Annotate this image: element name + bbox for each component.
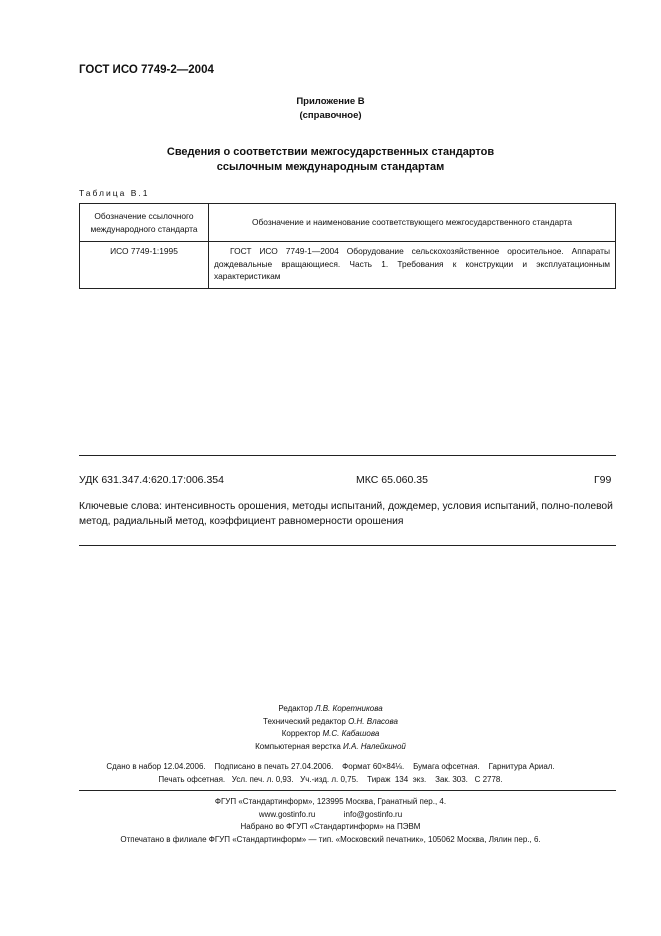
table-cell-national: ГОСТ ИСО 7749-1—2004 Оборудование сельскохозяйственное оросительное. Аппараты дождевальные вращающиеся. Часть 1. Требования к конструкции и эксплуатационным характеристикам	[209, 242, 616, 289]
divider-bottom	[79, 545, 616, 546]
divider-top	[79, 455, 616, 456]
credits	[0, 703, 661, 753]
section-title-line-1: Сведения о соответствии межгосударственных стандартов	[166, 146, 495, 158]
publication-line-1: Сдано в набор 12.04.2006. Подписано в печать 27.04.2006. Формат 60×84⅛. Бумага офсетная. Гарнитура Ариал.	[106, 762, 555, 771]
appendix-label: Приложение В	[296, 96, 365, 107]
printer-info	[0, 796, 661, 846]
group-code: Г99	[594, 474, 612, 486]
credit-editor: Редактор Л.В. Коретникова	[278, 704, 383, 713]
printer-contacts	[0, 809, 661, 822]
printer-email[interactable]: info@gostinfo.ru	[343, 809, 403, 819]
reference-standards-table	[79, 203, 616, 289]
credit-proofreader: Корректор М.С. Кабашова	[281, 729, 380, 738]
appendix-heading	[0, 95, 661, 123]
document-id: ГОСТ ИСО 7749-2—2004	[79, 64, 214, 76]
printer-printed: Отпечатано в филиале ФГУП «Стандартинформ» — тип. «Московский печатник», 105062 Москва, Лялин пер., 6.	[120, 834, 541, 844]
table-row	[80, 242, 616, 289]
printer-address: ФГУП «Стандартинформ», 123995 Москва, Гранатный пер., 4.	[214, 797, 447, 806]
divider-imprint	[79, 790, 616, 791]
table-header-reference: Обозначение ссылочного международного стандарта	[80, 204, 209, 242]
credit-layout: Компьютерная верстка И.А. Налейкиной	[255, 741, 406, 751]
appendix-status: (справочное)	[299, 110, 362, 121]
printer-website[interactable]: www.gostinfo.ru	[258, 809, 316, 819]
mks-code: МКС 65.060.35	[356, 474, 428, 486]
udk-code: УДК 631.347.4:620.17:006.354	[79, 474, 224, 486]
section-title	[0, 145, 661, 175]
keywords: Ключевые слова: интенсивность орошения, методы испытаний, дождемер, условия испытаний, полно-полевой метод, радиальный метод, коэффициент равномерности орошения	[79, 501, 613, 527]
table-header-row	[80, 204, 616, 242]
table-cell-reference: ИСО 7749-1:1995	[80, 242, 209, 289]
publication-line-2: Печать офсетная. Усл. печ. л. 0,93. Уч.-изд. л. 0,75. Тираж 134 экз. Зак. 303. С 2778.	[158, 774, 503, 784]
publication-info	[0, 761, 661, 786]
table-caption: Таблица В.1	[79, 188, 150, 198]
table-header-national: Обозначение и наименование соответствующего межгосударственного стандарта	[209, 204, 616, 242]
printer-typeset: Набрано во ФГУП «Стандартинформ» на ПЭВМ	[240, 822, 421, 831]
section-title-line-2: ссылочным международным стандартам	[216, 161, 445, 173]
credit-tech-editor: Технический редактор О.Н. Власова	[263, 716, 398, 726]
